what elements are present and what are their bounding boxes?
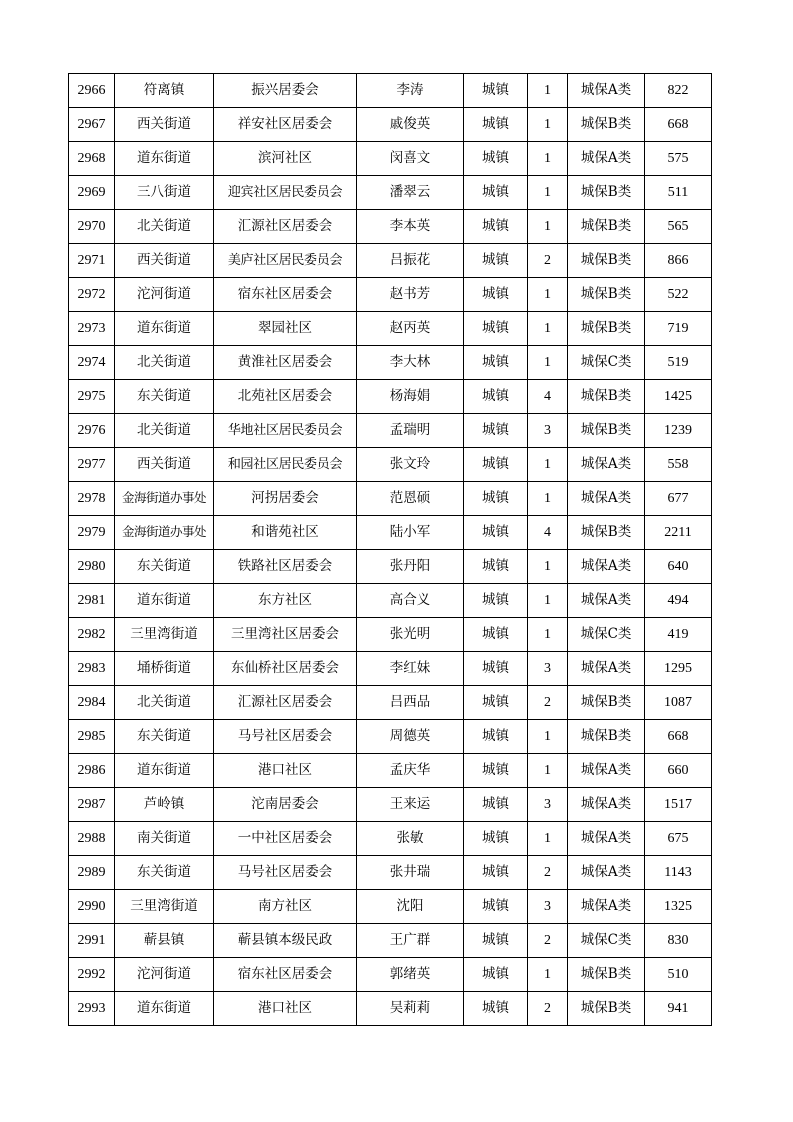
household-type-cell: 城镇	[464, 550, 528, 584]
street-office-cell: 西关街道	[115, 244, 214, 278]
community-cell: 三里湾社区居委会	[214, 618, 357, 652]
record-number-cell: 2984	[69, 686, 115, 720]
insurance-category-cell: 城保C类	[568, 924, 645, 958]
community-cell: 东仙桥社区居委会	[214, 652, 357, 686]
person-name-cell: 张文玲	[357, 448, 464, 482]
community-cell: 港口社区	[214, 992, 357, 1026]
person-name-cell: 戚俊英	[357, 108, 464, 142]
amount-cell: 668	[645, 108, 712, 142]
household-type-cell: 城镇	[464, 176, 528, 210]
member-count-cell: 3	[528, 890, 568, 924]
person-name-cell: 张丹阳	[357, 550, 464, 584]
amount-cell: 1325	[645, 890, 712, 924]
member-count-cell: 1	[528, 176, 568, 210]
community-cell: 美庐社区居民委员会	[214, 244, 357, 278]
record-number-cell: 2971	[69, 244, 115, 278]
member-count-cell: 1	[528, 448, 568, 482]
household-type-cell: 城镇	[464, 924, 528, 958]
insurance-category-cell: 城保B类	[568, 992, 645, 1026]
table-row	[69, 74, 712, 108]
member-count-cell: 1	[528, 550, 568, 584]
amount-cell: 830	[645, 924, 712, 958]
insurance-category-cell: 城保A类	[568, 142, 645, 176]
member-count-cell: 4	[528, 380, 568, 414]
amount-cell: 675	[645, 822, 712, 856]
community-cell: 蕲县镇本级民政	[214, 924, 357, 958]
table-row	[69, 516, 712, 550]
street-office-cell: 东关街道	[115, 856, 214, 890]
table-row	[69, 958, 712, 992]
street-office-cell: 北关街道	[115, 346, 214, 380]
community-cell: 和谐苑社区	[214, 516, 357, 550]
insurance-category-cell: 城保B类	[568, 720, 645, 754]
person-name-cell: 赵书芳	[357, 278, 464, 312]
record-number-cell: 2982	[69, 618, 115, 652]
household-type-cell: 城镇	[464, 686, 528, 720]
street-office-cell: 三八街道	[115, 176, 214, 210]
street-office-cell: 道东街道	[115, 312, 214, 346]
street-office-cell: 北关街道	[115, 686, 214, 720]
street-office-cell: 东关街道	[115, 550, 214, 584]
household-type-cell: 城镇	[464, 652, 528, 686]
member-count-cell: 1	[528, 346, 568, 380]
member-count-cell: 3	[528, 788, 568, 822]
community-cell: 宿东社区居委会	[214, 278, 357, 312]
amount-cell: 1295	[645, 652, 712, 686]
insurance-category-cell: 城保A类	[568, 482, 645, 516]
community-cell: 东方社区	[214, 584, 357, 618]
table-row	[69, 380, 712, 414]
insurance-category-cell: 城保B类	[568, 244, 645, 278]
household-type-cell: 城镇	[464, 108, 528, 142]
person-name-cell: 孟瑞明	[357, 414, 464, 448]
record-number-cell: 2983	[69, 652, 115, 686]
record-number-cell: 2992	[69, 958, 115, 992]
community-cell: 汇源社区居委会	[214, 686, 357, 720]
amount-cell: 1239	[645, 414, 712, 448]
person-name-cell: 陆小军	[357, 516, 464, 550]
household-type-cell: 城镇	[464, 448, 528, 482]
amount-cell: 522	[645, 278, 712, 312]
household-type-cell: 城镇	[464, 720, 528, 754]
insurance-category-cell: 城保B类	[568, 516, 645, 550]
record-number-cell: 2989	[69, 856, 115, 890]
member-count-cell: 1	[528, 958, 568, 992]
insurance-category-cell: 城保B类	[568, 958, 645, 992]
street-office-cell: 沱河街道	[115, 958, 214, 992]
person-name-cell: 闵喜文	[357, 142, 464, 176]
insurance-category-cell: 城保B类	[568, 312, 645, 346]
person-name-cell: 张光明	[357, 618, 464, 652]
street-office-cell: 埇桥街道	[115, 652, 214, 686]
community-cell: 一中社区居委会	[214, 822, 357, 856]
insurance-category-cell: 城保B类	[568, 108, 645, 142]
table-row	[69, 278, 712, 312]
amount-cell: 719	[645, 312, 712, 346]
record-number-cell: 2970	[69, 210, 115, 244]
street-office-cell: 北关街道	[115, 414, 214, 448]
community-cell: 祥安社区居委会	[214, 108, 357, 142]
amount-cell: 660	[645, 754, 712, 788]
table-row	[69, 210, 712, 244]
member-count-cell: 3	[528, 414, 568, 448]
insurance-category-cell: 城保B类	[568, 380, 645, 414]
household-type-cell: 城镇	[464, 754, 528, 788]
household-type-cell: 城镇	[464, 958, 528, 992]
household-type-cell: 城镇	[464, 992, 528, 1026]
table-row	[69, 788, 712, 822]
table-row	[69, 890, 712, 924]
person-name-cell: 周德英	[357, 720, 464, 754]
community-cell: 翠园社区	[214, 312, 357, 346]
community-cell: 马号社区居委会	[214, 720, 357, 754]
insurance-category-cell: 城保C类	[568, 346, 645, 380]
record-number-cell: 2977	[69, 448, 115, 482]
street-office-cell: 道东街道	[115, 754, 214, 788]
community-cell: 南方社区	[214, 890, 357, 924]
street-office-cell: 符离镇	[115, 74, 214, 108]
table-row	[69, 754, 712, 788]
table-row	[69, 618, 712, 652]
amount-cell: 1517	[645, 788, 712, 822]
household-type-cell: 城镇	[464, 618, 528, 652]
amount-cell: 494	[645, 584, 712, 618]
amount-cell: 640	[645, 550, 712, 584]
member-count-cell: 2	[528, 686, 568, 720]
table-row	[69, 176, 712, 210]
community-cell: 黄淮社区居委会	[214, 346, 357, 380]
member-count-cell: 2	[528, 992, 568, 1026]
street-office-cell: 北关街道	[115, 210, 214, 244]
street-office-cell: 南关街道	[115, 822, 214, 856]
member-count-cell: 1	[528, 822, 568, 856]
member-count-cell: 1	[528, 618, 568, 652]
person-name-cell: 赵丙英	[357, 312, 464, 346]
amount-cell: 668	[645, 720, 712, 754]
record-number-cell: 2967	[69, 108, 115, 142]
table-row	[69, 244, 712, 278]
person-name-cell: 李本英	[357, 210, 464, 244]
member-count-cell: 1	[528, 482, 568, 516]
person-name-cell: 张井瑞	[357, 856, 464, 890]
member-count-cell: 1	[528, 210, 568, 244]
amount-cell: 511	[645, 176, 712, 210]
record-number-cell: 2991	[69, 924, 115, 958]
person-name-cell: 王广群	[357, 924, 464, 958]
member-count-cell: 3	[528, 652, 568, 686]
insurance-category-cell: 城保B类	[568, 414, 645, 448]
record-number-cell: 2974	[69, 346, 115, 380]
table-row	[69, 686, 712, 720]
street-office-cell: 道东街道	[115, 992, 214, 1026]
street-office-cell: 西关街道	[115, 448, 214, 482]
amount-cell: 1425	[645, 380, 712, 414]
member-count-cell: 2	[528, 244, 568, 278]
table-row	[69, 720, 712, 754]
member-count-cell: 1	[528, 754, 568, 788]
person-name-cell: 潘翠云	[357, 176, 464, 210]
person-name-cell: 吕振花	[357, 244, 464, 278]
person-name-cell: 李涛	[357, 74, 464, 108]
member-count-cell: 2	[528, 856, 568, 890]
community-cell: 沱南居委会	[214, 788, 357, 822]
record-number-cell: 2968	[69, 142, 115, 176]
person-name-cell: 郭绪英	[357, 958, 464, 992]
member-count-cell: 1	[528, 108, 568, 142]
amount-cell: 822	[645, 74, 712, 108]
table-row	[69, 482, 712, 516]
household-type-cell: 城镇	[464, 414, 528, 448]
household-type-cell: 城镇	[464, 584, 528, 618]
amount-cell: 941	[645, 992, 712, 1026]
street-office-cell: 西关街道	[115, 108, 214, 142]
street-office-cell: 三里湾街道	[115, 618, 214, 652]
amount-cell: 2211	[645, 516, 712, 550]
household-type-cell: 城镇	[464, 278, 528, 312]
record-number-cell: 2980	[69, 550, 115, 584]
table-row	[69, 856, 712, 890]
community-cell: 铁路社区居委会	[214, 550, 357, 584]
street-office-cell: 芦岭镇	[115, 788, 214, 822]
record-number-cell: 2966	[69, 74, 115, 108]
community-cell: 河拐居委会	[214, 482, 357, 516]
community-cell: 振兴居委会	[214, 74, 357, 108]
member-count-cell: 1	[528, 278, 568, 312]
record-number-cell: 2976	[69, 414, 115, 448]
table-row	[69, 992, 712, 1026]
beneficiary-table	[68, 73, 712, 1026]
record-number-cell: 2988	[69, 822, 115, 856]
street-office-cell: 蕲县镇	[115, 924, 214, 958]
record-number-cell: 2969	[69, 176, 115, 210]
household-type-cell: 城镇	[464, 74, 528, 108]
community-cell: 马号社区居委会	[214, 856, 357, 890]
community-cell: 港口社区	[214, 754, 357, 788]
record-number-cell: 2981	[69, 584, 115, 618]
member-count-cell: 4	[528, 516, 568, 550]
street-office-cell: 金海街道办事处	[115, 482, 214, 516]
table-row	[69, 584, 712, 618]
household-type-cell: 城镇	[464, 142, 528, 176]
insurance-category-cell: 城保A类	[568, 652, 645, 686]
record-number-cell: 2975	[69, 380, 115, 414]
street-office-cell: 东关街道	[115, 720, 214, 754]
street-office-cell: 道东街道	[115, 142, 214, 176]
insurance-category-cell: 城保B类	[568, 686, 645, 720]
insurance-category-cell: 城保A类	[568, 754, 645, 788]
table-row	[69, 142, 712, 176]
street-office-cell: 东关街道	[115, 380, 214, 414]
member-count-cell: 1	[528, 312, 568, 346]
amount-cell: 419	[645, 618, 712, 652]
table-row	[69, 652, 712, 686]
person-name-cell: 沈阳	[357, 890, 464, 924]
amount-cell: 565	[645, 210, 712, 244]
person-name-cell: 王来运	[357, 788, 464, 822]
person-name-cell: 李红妹	[357, 652, 464, 686]
insurance-category-cell: 城保A类	[568, 856, 645, 890]
amount-cell: 1143	[645, 856, 712, 890]
community-cell: 北苑社区居委会	[214, 380, 357, 414]
amount-cell: 519	[645, 346, 712, 380]
insurance-category-cell: 城保A类	[568, 822, 645, 856]
table-row	[69, 550, 712, 584]
community-cell: 宿东社区居委会	[214, 958, 357, 992]
member-count-cell: 1	[528, 142, 568, 176]
record-number-cell: 2986	[69, 754, 115, 788]
insurance-category-cell: 城保A类	[568, 550, 645, 584]
community-cell: 汇源社区居委会	[214, 210, 357, 244]
insurance-category-cell: 城保B类	[568, 210, 645, 244]
community-cell: 华地社区居民委员会	[214, 414, 357, 448]
person-name-cell: 高合义	[357, 584, 464, 618]
household-type-cell: 城镇	[464, 890, 528, 924]
amount-cell: 575	[645, 142, 712, 176]
amount-cell: 677	[645, 482, 712, 516]
person-name-cell: 李大林	[357, 346, 464, 380]
community-cell: 迎宾社区居民委员会	[214, 176, 357, 210]
record-number-cell: 2987	[69, 788, 115, 822]
insurance-category-cell: 城保A类	[568, 788, 645, 822]
table-row	[69, 924, 712, 958]
person-name-cell: 吕西品	[357, 686, 464, 720]
table-body	[69, 74, 712, 1026]
person-name-cell: 孟庆华	[357, 754, 464, 788]
household-type-cell: 城镇	[464, 244, 528, 278]
table-row	[69, 312, 712, 346]
member-count-cell: 1	[528, 584, 568, 618]
insurance-category-cell: 城保B类	[568, 176, 645, 210]
insurance-category-cell: 城保B类	[568, 278, 645, 312]
person-name-cell: 吴莉莉	[357, 992, 464, 1026]
insurance-category-cell: 城保A类	[568, 890, 645, 924]
person-name-cell: 范恩硕	[357, 482, 464, 516]
table-row	[69, 346, 712, 380]
table-row	[69, 448, 712, 482]
household-type-cell: 城镇	[464, 788, 528, 822]
household-type-cell: 城镇	[464, 856, 528, 890]
record-number-cell: 2985	[69, 720, 115, 754]
amount-cell: 1087	[645, 686, 712, 720]
street-office-cell: 三里湾街道	[115, 890, 214, 924]
member-count-cell: 2	[528, 924, 568, 958]
household-type-cell: 城镇	[464, 346, 528, 380]
table-row	[69, 108, 712, 142]
household-type-cell: 城镇	[464, 312, 528, 346]
amount-cell: 558	[645, 448, 712, 482]
member-count-cell: 1	[528, 74, 568, 108]
record-number-cell: 2993	[69, 992, 115, 1026]
household-type-cell: 城镇	[464, 516, 528, 550]
table-row	[69, 414, 712, 448]
insurance-category-cell: 城保C类	[568, 618, 645, 652]
insurance-category-cell: 城保A类	[568, 584, 645, 618]
record-number-cell: 2972	[69, 278, 115, 312]
table-row	[69, 822, 712, 856]
record-number-cell: 2978	[69, 482, 115, 516]
household-type-cell: 城镇	[464, 210, 528, 244]
street-office-cell: 沱河街道	[115, 278, 214, 312]
amount-cell: 866	[645, 244, 712, 278]
person-name-cell: 杨海娟	[357, 380, 464, 414]
household-type-cell: 城镇	[464, 822, 528, 856]
record-number-cell: 2973	[69, 312, 115, 346]
street-office-cell: 金海街道办事处	[115, 516, 214, 550]
person-name-cell: 张敏	[357, 822, 464, 856]
record-number-cell: 2990	[69, 890, 115, 924]
insurance-category-cell: 城保A类	[568, 74, 645, 108]
household-type-cell: 城镇	[464, 482, 528, 516]
community-cell: 和园社区居民委员会	[214, 448, 357, 482]
record-number-cell: 2979	[69, 516, 115, 550]
insurance-category-cell: 城保A类	[568, 448, 645, 482]
household-type-cell: 城镇	[464, 380, 528, 414]
community-cell: 滨河社区	[214, 142, 357, 176]
street-office-cell: 道东街道	[115, 584, 214, 618]
member-count-cell: 1	[528, 720, 568, 754]
amount-cell: 510	[645, 958, 712, 992]
